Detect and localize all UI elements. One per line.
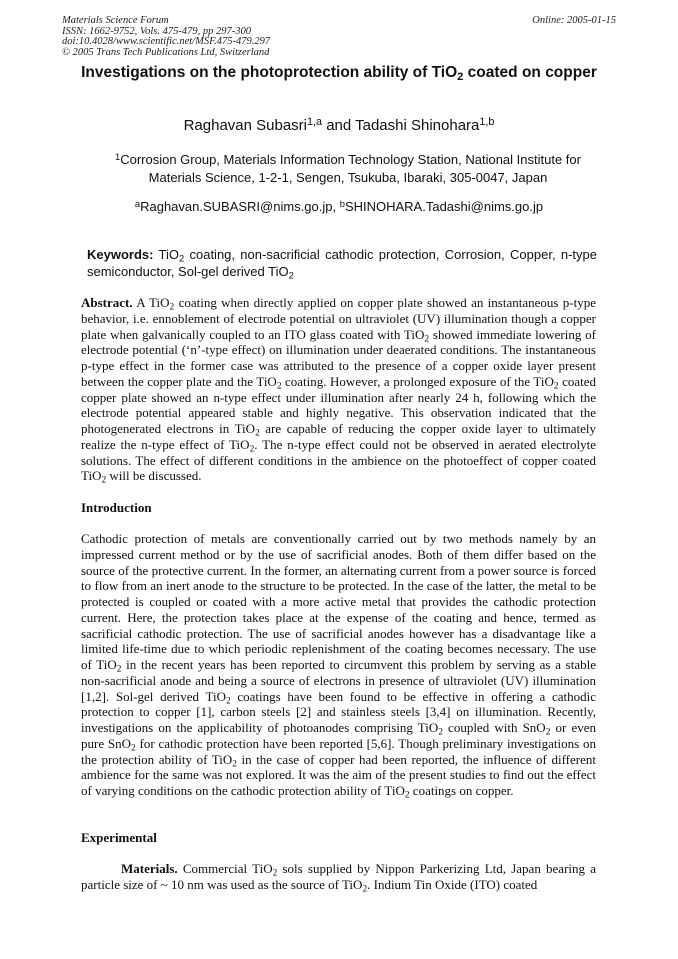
materials-label: Materials.: [121, 861, 178, 876]
journal-doi: doi:10.4028/www.scientific.net/MSF.475-479.297: [62, 36, 271, 47]
introduction-paragraph: Cathodic protection of metals are conventionally carried out by two methods namely by an impressed current method or by the use of sacrificial anodes. Both of them differ based on the source of the protective current. In the former, an alternating current from a power source is forced to flow from an inert anode to the structure to be protected. In the case of the latter, the metal to be protected is coupled or coated with a more active metal that provides the cathodic protection current. Here, the protection takes place at the expense of the coating and hence, termed as sacrificial cathodic protection. The use of sacrificial anodes however has a disadvantage like a limited life-time due to which periodic replenishment of the coating becomes necessary. The use of TiO$_2$ in the recent years has been reported to circumvent this problem by serving as a stable non-sacrificial anode and being a source of electrons in presence of ultraviolet (UV) illumination [1,2]. Sol-gel derived TiO$_2$ coatings have been found to be effective in offering a cathodic protection to copper [1], carbon steels [2] and stainless steels [3,4] on illumination. Recently, investigations on the applicability of photoanodes comprising TiO$_2$ coupled with SnO$_2$ or even pure SnO$_2$ for cathodic protection have been reported [5,6]. Though preliminary investigations on the protection ability of TiO$_2$ in the case of copper had been reported, the influence of different ambience for the same was not explored. It was the aim of the present studies to find out the effect of varying conditions on the cathodic protection ability of TiO$_2$ coatings on copper.: [81, 531, 597, 801]
abstract: Abstract. A TiO$_2$ coating when directly applied on copper plate showed an instantaneous p-type behavior, i.e. ennoblement of electrode potential on ultraviolet (UV) illumination though a copper plate when galvanically coupled to an ITO glass coated with TiO$_2$ showed immediate lowering of electrode potential (‘n’-type effect) on illumination under deaerated conditions. The instantaneous p-type effect in the former case was attributed to the presence of a copper oxide layer present between the copper plate and the TiO$_2$ coating. However, a prolonged exposure of the TiO$_2$ coated copper plate showed an n-type effect under illumination after nearly 24 h, following which the electrode potential appeared stable and highly negative. This observation indicated that the photogenerated electrons in TiO$_2$ are capable of reducing the copper oxide layer to ultimately realize the n-type effect of TiO$_2$. The n-type effect could not be observed in aerated electrolyte solutions. The effect of different conditions in the ambience on the photoeffect of copper coated TiO$_2$ will be discussed.: [81, 295, 596, 486]
email-link[interactable]: Raghavan.SUBASRI@nims.go.jp: [140, 199, 333, 214]
author-list: Raghavan Subasri$^{1,a}$ and Tadashi Shinohara$^{1,b}$: [183, 116, 495, 134]
keywords: Keywords: TiO$_2$ coating, non-sacrificial cathodic protection, Corrosion, Copper, n-type semiconductor, Sol-gel derived TiO$_2$: [87, 247, 597, 281]
author-name: Tadashi Shinohara: [355, 117, 480, 134]
section-heading-experimental: Experimental: [81, 830, 157, 845]
email-link[interactable]: SHINOHARA.Tadashi@nims.go.jp: [344, 199, 544, 214]
affiliation: $^1$Corrosion Group, Materials Information Technology Station, National Institute for Materials Science, 1-2-1, Sengen, Tsukuba, Ibaraki, 305-0047, Japan: [115, 151, 581, 185]
author-name: Raghavan Subasri: [183, 117, 308, 134]
author-emails: $^a$Raghavan.SUBASRI@nims.go.jp, $^b$SHINOHARA.Tadashi@nims.go.jp: [134, 198, 544, 214]
journal-copyright: © 2005 Trans Tech Publications Ltd, Switzerland: [62, 46, 270, 58]
journal-issn: ISSN: 1662-9752, Vols. 475-479, pp 297-300: [62, 25, 251, 37]
materials-paragraph: Materials. Commercial TiO$_2$ sols supplied by Nippon Parkerizing Ltd, Japan bearing a particle size of ~ 10 nm was used as the source of TiO$_2$. Indium Tin Oxide (ITO) coated: [81, 861, 596, 895]
online-date: Online: 2005-01-15: [532, 15, 616, 26]
keywords-label: Keywords:: [87, 247, 154, 262]
paper-title: Investigations on the photoprotection ability of TiO$_2$ coated on copper: [81, 64, 597, 83]
journal-name: Materials Science Forum: [62, 15, 169, 26]
journal-header: [62, 16, 616, 58]
abstract-label: Abstract.: [81, 295, 133, 310]
section-heading-introduction: Introduction: [81, 500, 152, 515]
